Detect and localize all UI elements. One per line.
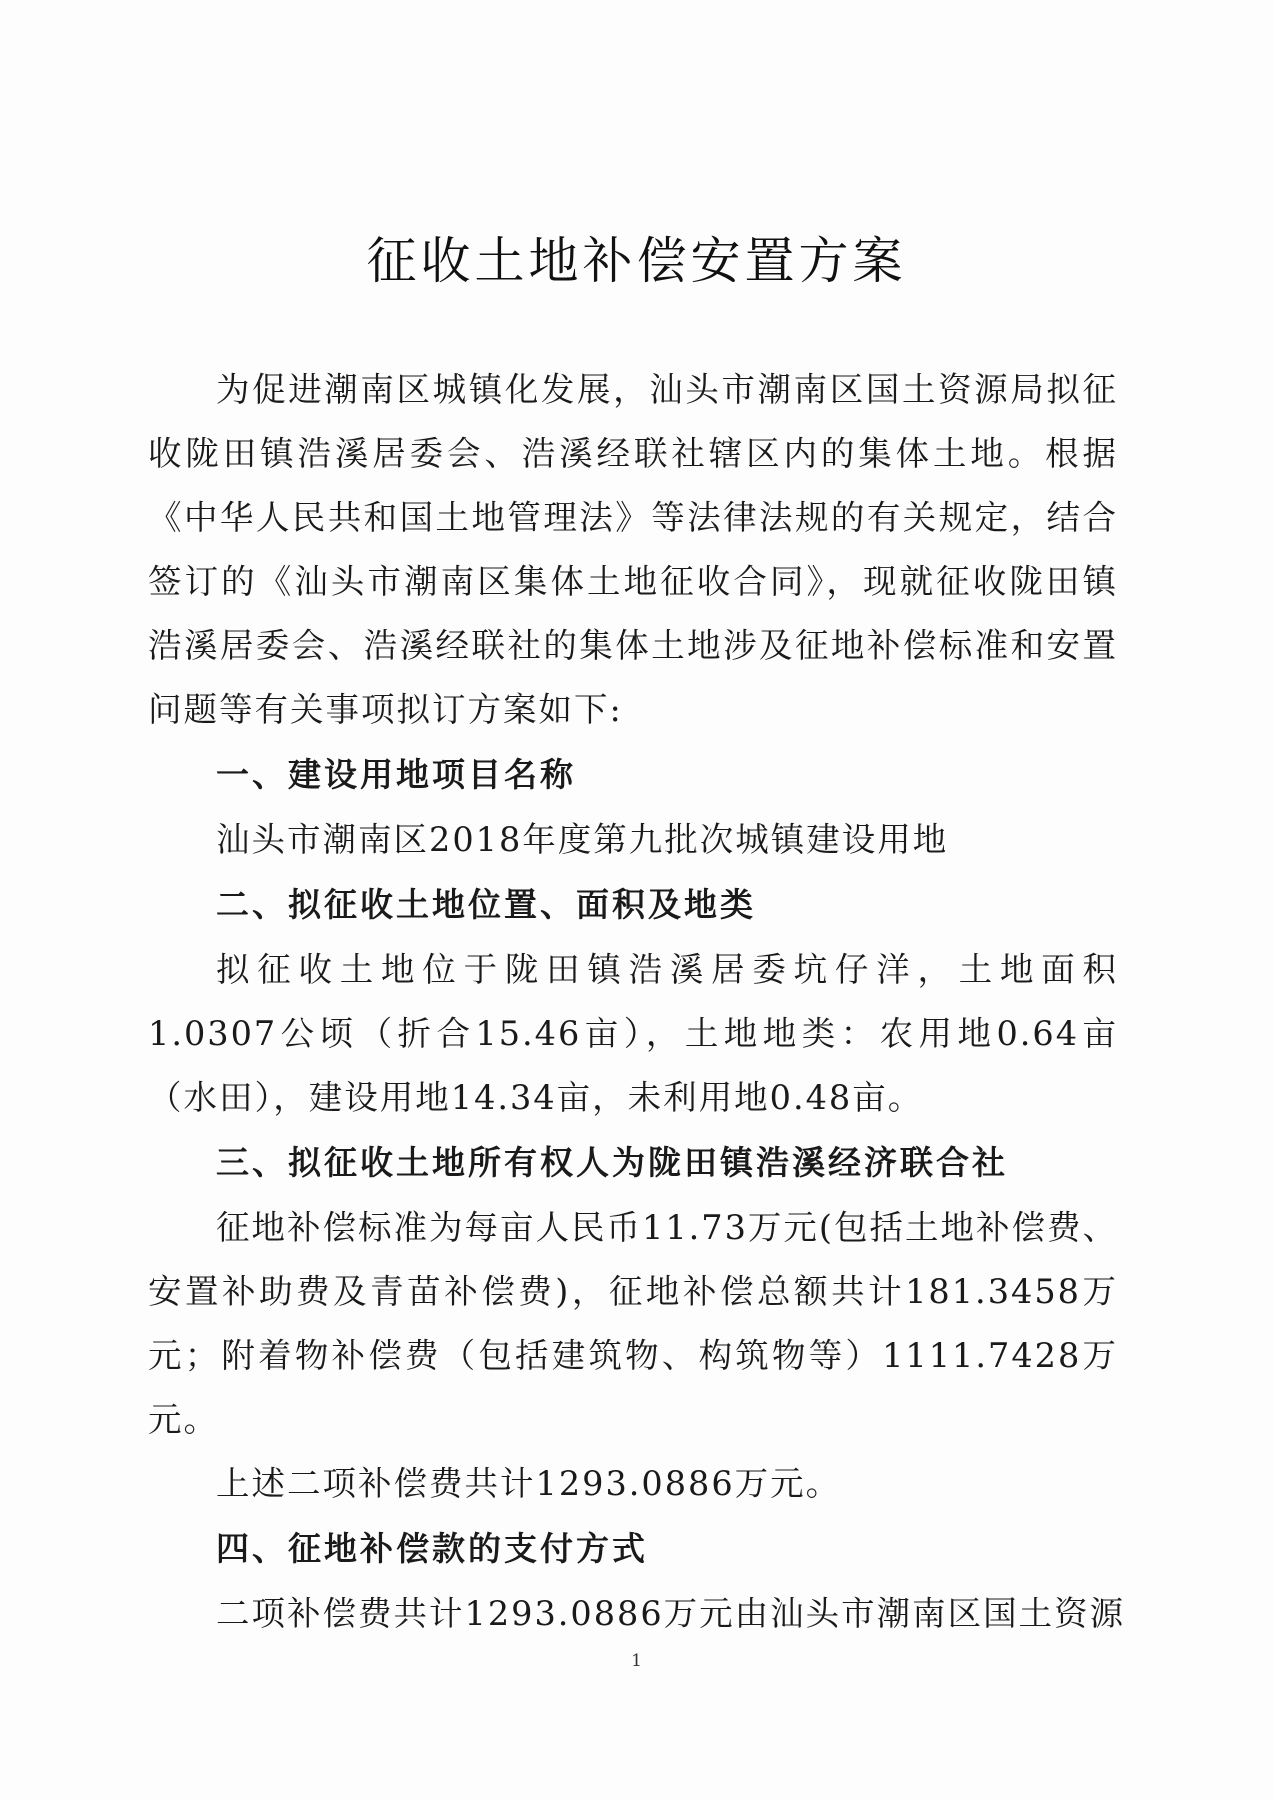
section-2-paragraph-1: 拟征收土地位于陇田镇浩溪居委坑仔洋，土地面积1.0307公顷（折合15.46亩），土地地类：农用地0.64亩（水田），建设用地14.34亩，未利用地0.48亩。 [148, 950, 1118, 1117]
page-number: 1 [631, 1651, 642, 1671]
document-body [148, 358, 1126, 1646]
section-4-paragraph-1: 二项补偿费共计1293.0886万元由汕头市潮南区国土资源 [216, 1594, 1126, 1633]
section-3-paragraph-1: 征地补偿标准为每亩人民币11.73万元(包括土地补偿费、安置补助费及青苗补偿费)，征地补偿总额共计181.3458万元；附着物补偿费（包括建筑物、构筑物等）1111.7428万元。 [148, 1208, 1118, 1439]
intro-paragraph: 为促进潮南区城镇化发展，汕头市潮南区国土资源局拟征收陇田镇浩溪居委会、浩溪经联社辖区内的集体土地。根据《中华人民共和国土地管理法》等法律法规的有关规定，结合签订的《汕头市潮南区集体土地征收合同》，现就征收陇田镇浩溪居委会、浩溪经联社的集体土地涉及征地补偿标准和安置问题等有关事项拟订方案如下: [148, 370, 1118, 729]
section-1-paragraph-1: 汕头市潮南区2018年度第九批次城镇建设用地 [216, 820, 949, 859]
section-heading-1: 一、建设用地项目名称 [216, 755, 576, 794]
section-heading-2: 二、拟征收土地位置、面积及地类 [216, 885, 756, 924]
section-heading-4: 四、征地补偿款的支付方式 [216, 1529, 648, 1568]
document-title: 征收土地补偿安置方案 [366, 232, 907, 290]
section-3-paragraph-2: 上述二项补偿费共计1293.0886万元。 [216, 1464, 842, 1503]
section-heading-3: 三、拟征收土地所有权人为陇田镇浩溪经济联合社 [216, 1143, 1008, 1182]
